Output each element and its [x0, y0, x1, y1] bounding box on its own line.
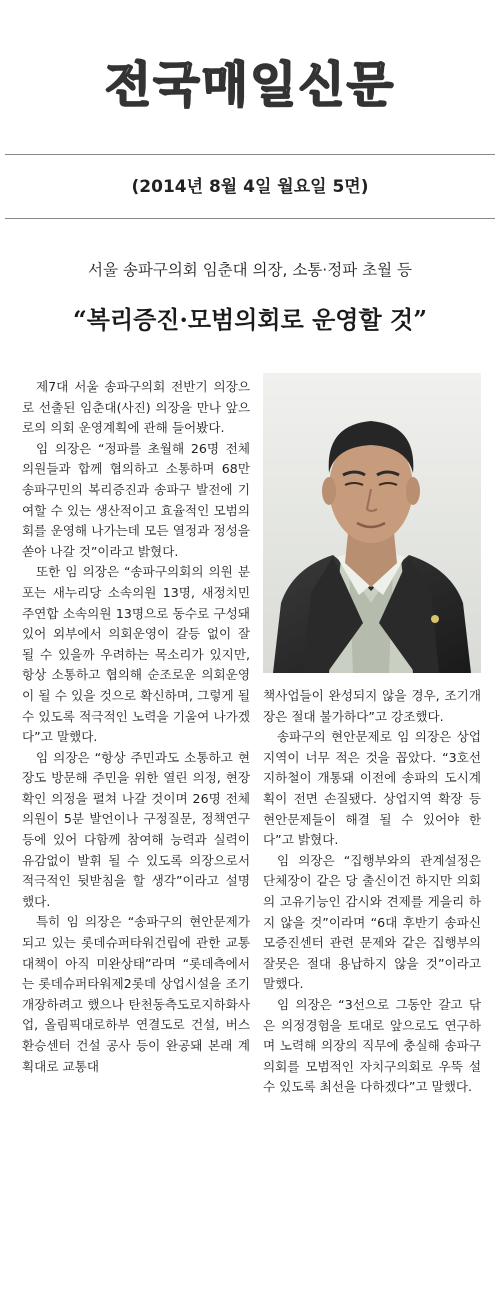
article-paragraph: 제7대 서울 송파구의회 전반기 의장으로 선출된 임춘대(사진) 의장을 만나 앞으로의 의회 운영계획에 관해 들어봤다.	[22, 379, 250, 436]
newspaper-masthead: 전국매일신문	[104, 57, 396, 113]
speaker-portrait-photo	[263, 373, 481, 673]
article-paragraph: 임 의장은 “집행부와의 관계설정은 단체장이 같은 당 출신이건 하지만 의회의 고유기능인 감시와 견제를 게을리 하지 않을 것”이라며 “6대 후반기 송파신모증진센터 관련 문제와 같은 집행부의 잘못은 절대 용납하지 않을 것”이라고 말했다.	[263, 852, 481, 992]
article-column-left	[22, 377, 250, 1077]
portrait-illustration	[263, 373, 481, 673]
article-paragraph: 책사업들이 완성되지 않을 경우, 조기개장은 절대 불가하다”고 강조했다.	[263, 688, 481, 724]
article-subheadline: 서울 송파구의회 임춘대 의장, 소통·정파 초월 등	[88, 261, 412, 279]
article-paragraph: 임 의장은 “3선으로 그동안 갈고 닦은 의정경험을 토대로 앞으로도 연구하며 노력해 의장의 직무에 충실해 송파구의회를 모범적인 자치구의회로 우뚝 설 수 있도록 최선을 다하겠다”고 말했다.	[263, 996, 481, 1095]
article-paragraph: 임 의장은 “정파를 초월해 26명 전체 의원들과 합께 협의하고 소통하며 68만 송파구민의 복리증진과 송파구 발전에 기여할 수 있는 생산적이고 효율적인 모범의회를 운영해 나가는데 모든 열정과 정성을 쏟아 나갈 것”이라고 밝혔다.	[22, 440, 250, 559]
article-paragraph: 특히 임 의장은 “송파구의 현안문제가 되고 있는 롯데슈퍼타워건립에 관한 교통대책이 아직 미완상태”라며 “롯데측에서는 롯데슈퍼타워제2롯데 상업시설을 조기 개장하려고 했으나 탄천동측도로지하화사업, 올림픽대로하부 연결도로 건설, 버스환승센터 건설 공사 등이 완공돼 본래 계획대로 교통대	[22, 914, 250, 1074]
article-column-right	[263, 686, 481, 1098]
article-paragraph: 또한 임 의장은 “송파구의회의 의원 분포는 새누리당 소속의원 13명, 새정치민주연합 소속의원 13명으로 동수로 구성돼 있어 외부에서 의회운영이 갈등 없이 잘 될 수 있을까 우려하는 목소리가 있지만, 항상 소통하고 협의해 순조로운 의회운영이 될 수 있을 것으로 확신하며, 그렇게 될 수 있도록 적극적인 노력을 기울여 나가겠다”고 말했다.	[22, 564, 250, 745]
article-paragraph: 임 의장은 “항상 주민과도 소통하고 현장도 방문해 주민을 위한 열린 의정, 현장 확인 의정을 펼쳐 나갈 것이며 26명 전체의원이 5분 발언이나 구정질문, 정책연구 등에 있어 다함께 참여해 능력과 실력이 유감없이 발휘 될 수 있도록 의장으로서 적극적인 뒷받침을 할 생각”이라고 설명했다.	[22, 749, 250, 909]
article-headline: “복리증진·모범의회로 운영할 것”	[72, 305, 428, 334]
article-paragraph: 송파구의 현안문제로 임 의장은 상업지역이 너무 적은 것을 꼽았다. “3호선 지하철이 개통돼 이전에 송파의 도시계획이 전면 손질됐다. 상업지역 확장 등 현안문제들이 해결 될 수 있어야 한다”고 밝혔다.	[263, 729, 481, 848]
dateline-divider	[5, 218, 495, 219]
publication-dateline: (2014년 8월 4일 월요일 5면)	[131, 177, 369, 197]
masthead-divider	[5, 154, 495, 155]
